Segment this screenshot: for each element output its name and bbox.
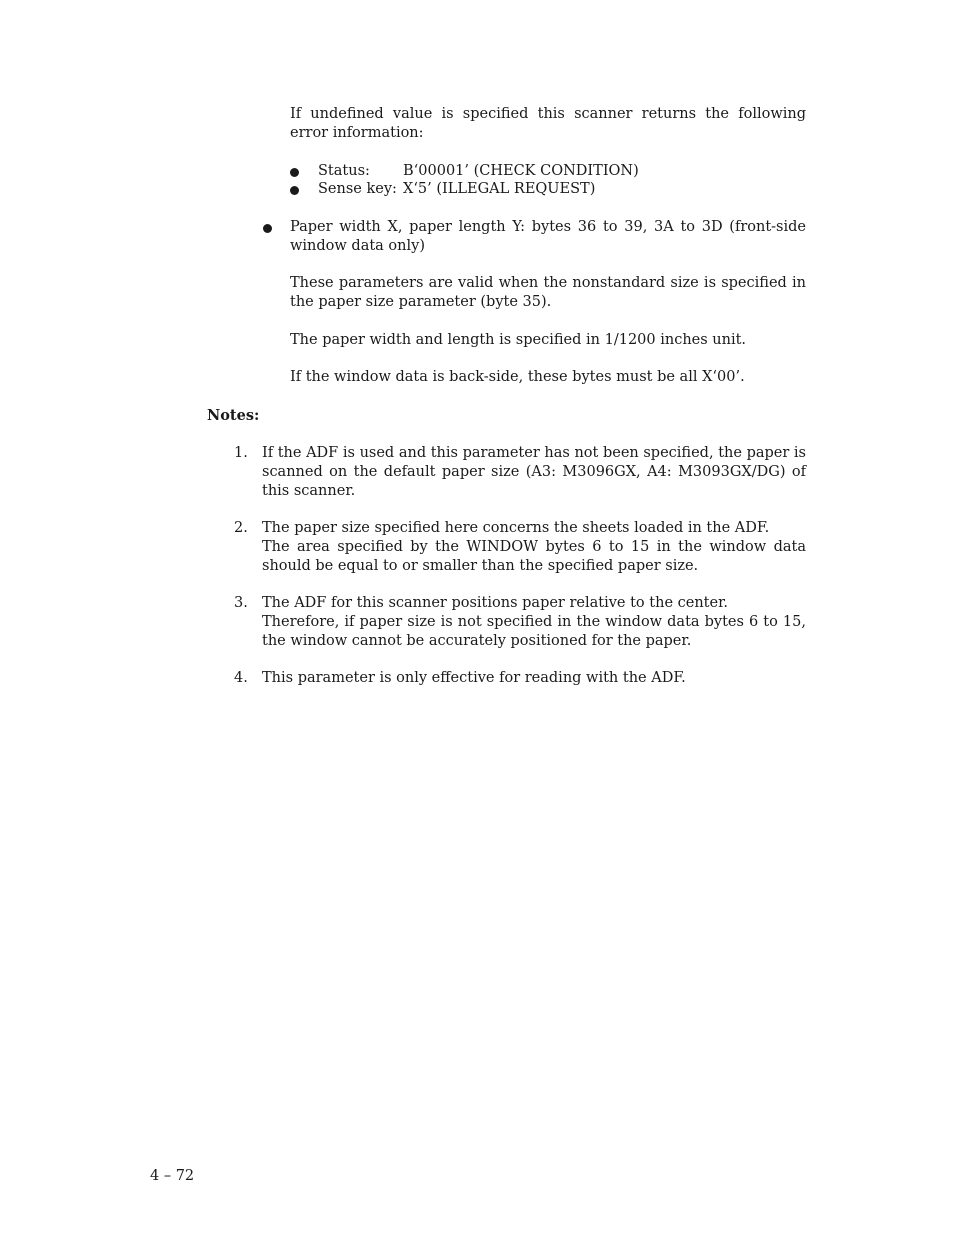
note-line: The area specified by the WINDOW bytes 6 to 15 in the window data should be equal to or smaller than the specified paper size. xyxy=(262,539,806,574)
note-line: If the ADF is used and this parameter has not been specified, the paper is scanned on the default paper size (A3: M3096GX, A4: M3093GX/DG) of this scanner. xyxy=(262,445,806,499)
note-3-text xyxy=(262,594,806,651)
note-number: 3. xyxy=(234,595,248,611)
bullet-icon xyxy=(290,168,299,177)
note-4-text xyxy=(262,669,806,688)
note-number: 4. xyxy=(234,670,248,686)
bullet-icon xyxy=(263,224,272,233)
paper-wl-unit-paragraph: The paper width and length is specified in 1/1200 inches unit. xyxy=(290,332,747,348)
status-value: B‘00001’ (CHECK CONDITION) xyxy=(403,163,639,179)
note-number: 1. xyxy=(234,445,248,461)
page-number: 4 – 72 xyxy=(150,1168,195,1184)
intro-paragraph: If undefined value is specified this scanner returns the following error information: xyxy=(290,106,806,141)
status-label: Status: xyxy=(318,163,370,179)
note-1-text xyxy=(262,444,806,501)
paper-width-length-heading: Paper width X, paper length Y: bytes 36 to 39, 3A to 3D (front-side window data only) xyxy=(290,219,806,254)
note-number: 2. xyxy=(234,520,248,536)
note-line: Therefore, if paper size is not specified in the window data bytes 6 to 15, the window cannot be accurately positioned for the paper. xyxy=(262,614,806,649)
note-line: The paper size specified here concerns the sheets loaded in the ADF. xyxy=(262,520,770,536)
paper-wl-validity-paragraph: These parameters are valid when the nonstandard size is specified in the paper size parameter (byte 35). xyxy=(290,275,806,310)
paper-wl-backside-paragraph: If the window data is back-side, these bytes must be all X‘00’. xyxy=(290,369,745,385)
note-2-text xyxy=(262,519,806,576)
note-line: This parameter is only effective for reading with the ADF. xyxy=(262,670,686,686)
bullet-icon xyxy=(290,186,299,195)
sense-key-value: X‘5’ (ILLEGAL REQUEST) xyxy=(403,181,596,197)
sense-key-label: Sense key: xyxy=(318,181,397,197)
notes-heading: Notes: xyxy=(207,407,260,424)
note-line: The ADF for this scanner positions paper relative to the center. xyxy=(262,595,729,611)
